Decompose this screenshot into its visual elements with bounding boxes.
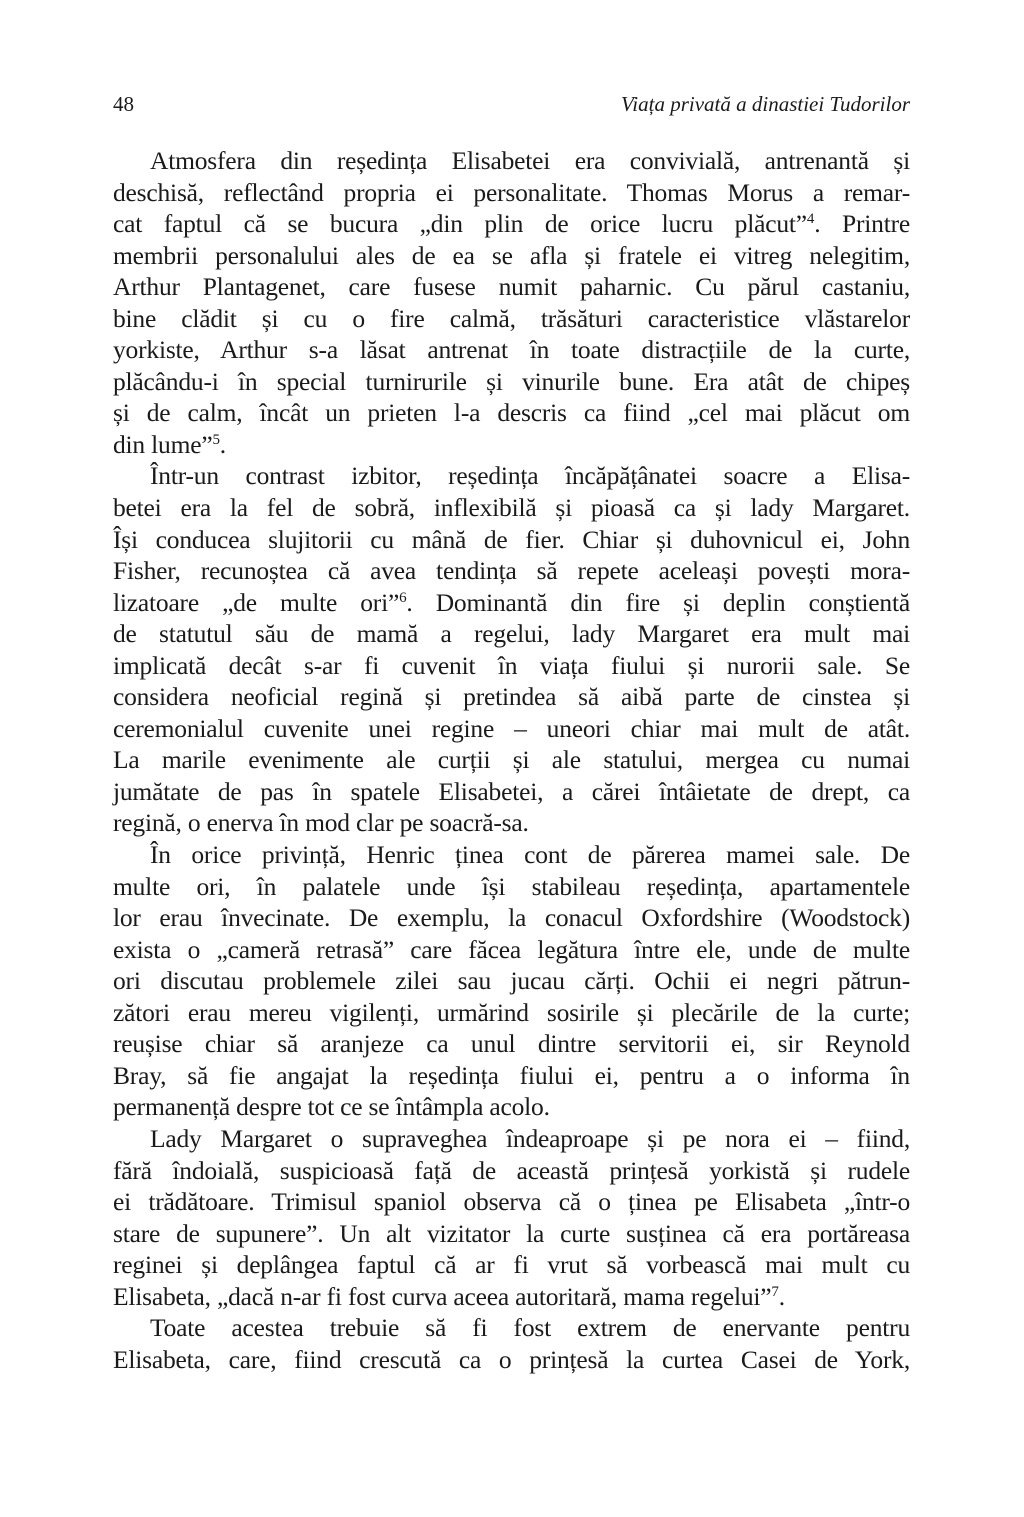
text-line: betei era la fel de sobră, inflexibilă și pioasă ca și lady Margaret. [113, 493, 910, 523]
footnote-ref: 5 [212, 431, 220, 448]
text-line: considera neoficial regină și pretindea să aibă parte de cinstea și [113, 682, 910, 712]
footnote-ref: 4 [806, 211, 815, 228]
text-line: din lume”$^5$. [113, 429, 226, 459]
text-line: fără îndoială, suspicioasă față de această prințesă yorkistă și rudele [113, 1155, 910, 1185]
text-line: ei trădătoare. Trimisul spaniol observa că o ținea pe Elisabeta „într-o [113, 1187, 910, 1217]
text-line: yorkiste, Arthur s-a lăsat antrenat în toate distracțiile de la curte, [113, 335, 910, 365]
page-header [113, 92, 910, 122]
text-line: implicată decât s-ar fi cuvenit în viața fiului și nurorii sale. Se [113, 650, 910, 680]
text-line: membrii personalului ales de ea se afla și fratele ei vitreg nelegitim, [113, 240, 910, 270]
text-line: În orice privință, Henric ținea cont de părerea mamei sale. De [150, 840, 910, 870]
text-line: multe ori, în palatele unde își stabileau reședința, apartamentele [113, 871, 910, 901]
paragraph [113, 1312, 910, 1375]
paragraph [113, 460, 910, 839]
text-line: plăcându-i în special turnirurile și vinurile bune. Era atât de chipeș [113, 366, 910, 396]
text-line: reușise chiar să aranjeze ca unul dintre servitorii ei, sir Reynold [113, 1029, 910, 1059]
text-line: ori discutau problemele zilei sau jucau cărți. Ochii ei negri pătrun- [113, 966, 910, 996]
footnote-ref: 7 [771, 1283, 779, 1300]
page-number: 48 [113, 92, 134, 116]
text-line: Fisher, recunoștea că avea tendința să repete aceleași povești mora- [113, 556, 910, 586]
text-line: zători erau mereu vigilenți, urmărind sosirile și plecările de la curte; [113, 997, 910, 1027]
text-line: bine clădit și cu o fire calmă, trăsături caracteristice vlăstarelor [113, 303, 910, 333]
running-title: Viața privată a dinastiei Tudorilor [621, 92, 910, 116]
text-line: La marile evenimente ale curții și ale statului, mergea cu numai [113, 745, 910, 775]
body-text [113, 145, 910, 1375]
text-line: exista o „cameră retrasă” care făcea legătura între ele, unde de multe [113, 934, 910, 964]
text-line: cat faptul că se bucura „din plin de orice lucru plăcut”$^4$. Printre [113, 209, 910, 239]
text-line: reginei și deplângea faptul că ar fi vrut să vorbească mai mult cu [113, 1250, 910, 1280]
text-line: permanență despre tot ce se întâmpla acolo. [113, 1092, 550, 1122]
text-line: Elisabeta, care, fiind crescută ca o prințesă la curtea Casei de York, [113, 1344, 910, 1374]
text-line: jumătate de pas în spatele Elisabetei, a cărei întâietate de drept, ca [113, 776, 910, 806]
text-line: Elisabeta, „dacă n-ar fi fost curva aceea autoritară, mama regelui”$^7$. [113, 1281, 785, 1311]
text-line: de statutul său de mamă a regelui, lady Margaret era mult mai [113, 619, 910, 649]
text-line: stare de supunere”. Un alt vizitator la curte susținea că era portăreasa [113, 1218, 910, 1248]
text-line: deschisă, reflectând propria ei personalitate. Thomas Morus a remar- [113, 177, 910, 207]
text-line: Bray, să fie angajat la reședința fiului ei, pentru a o informa în [113, 1060, 910, 1090]
text-line: lizatoare „de multe ori”$^6$. Dominantă din fire și deplin conștientă [113, 587, 910, 617]
text-line: Toate acestea trebuie să fi fost extrem de enervante pentru [150, 1313, 910, 1343]
text-line: și de calm, încât un prieten l-a descris ca fiind „cel mai plăcut om [113, 398, 910, 428]
text-line: Atmosfera din reședința Elisabetei era convivială, antrenantă și [150, 146, 910, 175]
text-line: ceremonialul cuvenite unei regine – uneori chiar mai mult de atât. [113, 713, 910, 743]
text-line: Își conducea slujitorii cu mână de fier. Chiar și duhovnicul ei, John [113, 524, 910, 554]
paragraph [113, 839, 910, 1123]
paragraph [113, 145, 910, 460]
text-line: lor erau învecinate. De exemplu, la conacul Oxfordshire (Woodstock) [113, 903, 910, 933]
text-line: Arthur Plantagenet, care fusese numit paharnic. Cu părul castaniu, [113, 272, 910, 302]
footnote-ref: 6 [399, 589, 407, 606]
text-line: Lady Margaret o supraveghea îndeaproape și pe nora ei – fiind, [150, 1123, 910, 1153]
paragraph [113, 1123, 910, 1312]
text-line: regină, o enerva în mod clar pe soacră-sa. [113, 808, 529, 838]
text-line: Într-un contrast izbitor, reședința încăpățânatei soacre a Elisa- [150, 461, 910, 491]
